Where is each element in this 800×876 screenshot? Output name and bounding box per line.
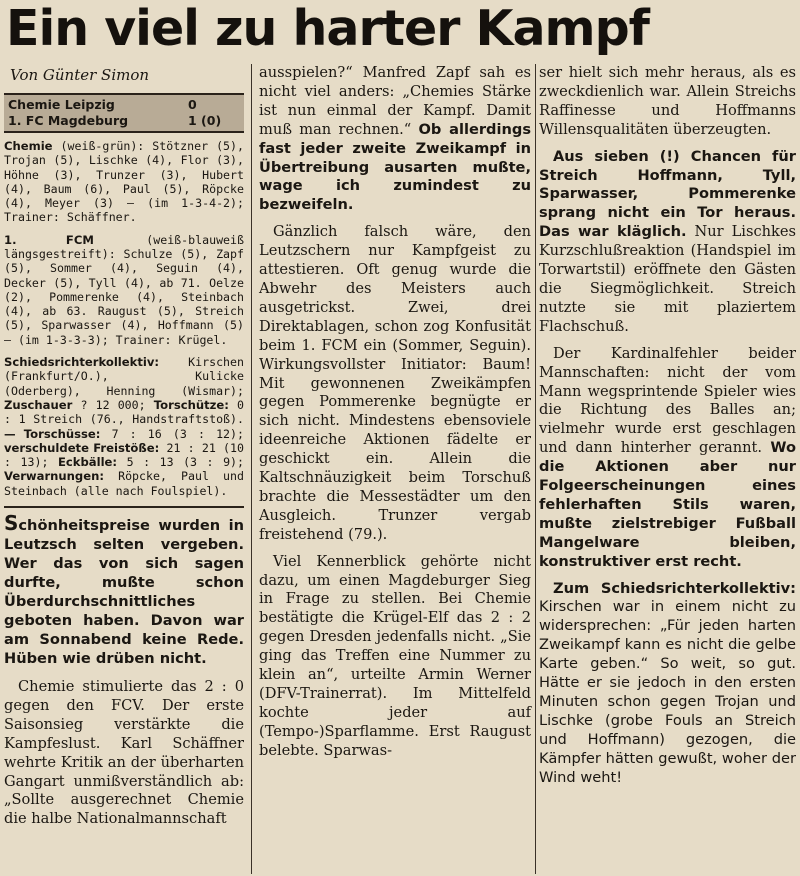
body-paragraph (539, 148, 796, 337)
lead-paragraph (4, 511, 244, 668)
shots-text: 7 : 16 (3 : 12); (111, 426, 245, 441)
lineup-chemie-text: (weiß-grün): Stötzner (5), Trojan (5), Lischke (4), Flor (3), Höhne (3), Trunzer (3), Hubert (4), Baum (6), Paul (5), Röpcke (4), Meyer (3) — (im 1-3-4-2); Trainer: Schäffner. (4, 138, 245, 225)
spectators-label: Zuschauer (4, 397, 73, 412)
column-divider (535, 64, 536, 874)
officials-text: Kirschen (Frankfurt/O.), Kulicke (Oderberg), Henning (Wismar); (4, 355, 244, 398)
lead-text: chönheitspreise wurden in Leutzsch selten vergeben. Wer das von sich sagen durfte, mußte schon Überdurchschnittliches geboten haben. Davon war am Sonnabend keine Rede. Hüben wie drüben nicht. (4, 517, 244, 668)
home-score: 0 (188, 96, 197, 112)
column-1 (4, 64, 244, 837)
article-headline: Ein viel zu harter Kampf (6, 0, 649, 57)
body-paragraph (539, 345, 796, 572)
warnings-text: Röpcke, Paul und Steinbach (alle nach Foulspiel). (4, 469, 244, 498)
scorer-text: 0 : 1 Streich (76., Handstraftstoß). (4, 397, 245, 427)
spectators-text: ? 12 000; (80, 397, 146, 412)
match-facts (4, 355, 244, 498)
freekicks-text: 21 : 21 (10 : 13); (4, 440, 244, 470)
lineup-fcm-label: 1. FCM (4, 232, 94, 247)
away-team: 1. FC Magdeburg (8, 112, 129, 128)
body-paragraph (259, 64, 531, 215)
score-row-home (8, 97, 240, 113)
paragraph-text: Nur Lischkes Kurzschlußreaktion (Handspiel im Torwartstil) eröffnete den Gästen die Siegmöglichkeit. Streich nutzte sie mit plaziertem Flachschuß. (539, 223, 796, 335)
section-rule (4, 506, 244, 508)
lineup-chemie-label: Chemie (4, 138, 53, 153)
paragraph-text: Der Kardinalfehler beider Mannschaften: nicht der vom Mann wegsprintende Spieler wies die Richtung des Balles an; vielmehr wurde erst geschlagen und dann hinterher gerannt. (539, 344, 796, 457)
scorer-label: Torschütze: (153, 397, 229, 412)
paragraph-text: Kirschen war in einem nicht zu widersprechen: „Für jeden harten Zweikampf kann es nicht die gelbe Karte geben.“ So weit, so gut. Hätte er sie jedoch in den ersten Minuten schon gegen Trojan und Lischke (grobe Fouls an Streich und Hoffmann) gezogen, die Kämpfer hätten gewußt, woher der Wind weht! (539, 598, 796, 786)
freekicks-label: verschuldete Freistöße: (4, 440, 160, 455)
body-paragraph: Chemie stimulierte das 2 : 0 gegen den FCV. Der erste Saisonsieg verstärkte die Kampfeslust. Karl Schäffner wehrte Kritik an der überharten Gangart unmißverständlich ab: „Sollte ausgerechnet Chemie die halbe Nationalmannschaft (4, 678, 244, 828)
body-paragraph: ser hielt sich mehr heraus, als es zweckdienlich war. Allein Streichs Raffinesse und Hoffmanns Willensqualitäten überzeugten. (539, 64, 796, 138)
shots-label: — Torschüsse: (4, 426, 101, 441)
byline: Von Günter Simon (10, 66, 150, 84)
corners-label: Eckbälle: (57, 455, 118, 470)
lineup-fcm (4, 233, 244, 347)
body-paragraph: Viel Kennerblick gehörte nicht dazu, um einen Magdeburger Sieg in Frage zu stellen. Bei Chemie bestätigte die Krügel-Elf das 2 : 2 gegen Dresden jedenfalls nicht. „Sie ging das Treffen eine Nummer zu klein an“, urteilte Armin Werner (DFV-Trainerrat). Im Mittelfeld kochte jeder auf (Tempo-)Sparflamme. Erst Raugust belebte. Sparwas- (259, 552, 531, 759)
lineup-fcm-text: (weiß-blauweiß längsgestreift): Schulze (5), Zapf (5), Sommer (4), Seguin (4), Decker (5), Tyll (4), ab 71. Oelze (2), Pommerenke (4), Steinbach (4), ab 63. Raugust (5), Streich (5), Sparwasser (4), Hoffmann (5) — (im 1-3-3-3); Trainer: Krügel. (4, 232, 244, 347)
paragraph-text: ausspielen?“ Manfred Zapf sah es nicht viel anders: „Chemies Stärke ist nun einmal der Kampf. Damit muß man rechnen.“ (259, 64, 531, 138)
home-team: Chemie Leipzig (8, 96, 115, 112)
officials-label: Schiedsrichterkollektiv: (4, 355, 160, 370)
paragraph-emphasis: Aus sieben (!) Chancen für Streich Hoffmann, Tyll, Sparwasser, Pommerenke sprang nicht ein Tor heraus. Das war kläglich. (539, 147, 796, 241)
column-2 (259, 64, 531, 769)
column-3 (539, 64, 796, 796)
column-divider (251, 64, 252, 874)
paragraph-emphasis: Ob allerdings fast jeder zweite Zweikampf in Übertreibung ausarten mußte, wage ich zumindest zu bezweifeln. (259, 120, 532, 214)
score-box (4, 93, 244, 133)
score-row-away (8, 113, 240, 129)
body-paragraph (539, 580, 796, 788)
body-paragraph: Gänzlich falsch wäre, den Leutzschern nur Kampfgeist zu attestieren. Oft genug wurde die Abwehr des Meisters auch ausgetrickst. Zwei, drei Direktablagen, schon zog Konfusität beim 1. FCM ein (Sommer, Seguin). Wirkungsvollster Initiator: Baum! Mit gewonnenen Zweikämpfen gegen Pommerenke begnügte er sich nicht. Mindestens ebensoviele ideenreiche Aktionen fädelte er geschickt ein. Allein die Kaltschnäuzigkeit beim Torschuß brachte die Messestädter um den Ausgleich. Trunzer vergab freistehend (79.). (259, 223, 531, 543)
referee-section-label: Zum Schiedsrichterkollektiv: (553, 579, 796, 597)
warnings-label: Verwarnungen: (4, 469, 104, 484)
lineup-chemie (4, 139, 244, 225)
paragraph-emphasis: Wo die Aktionen aber nur Folgeerscheinungen eines fehlerhaften Stils waren, mußte zielstrebiger Fußball Mangelware bleiben, konstruktiver erst recht. (539, 439, 796, 570)
lead-initial: S (4, 511, 19, 536)
away-score: 1 (0) (188, 112, 222, 128)
corners-text: 5 : 13 (3 : 9); (126, 455, 245, 470)
